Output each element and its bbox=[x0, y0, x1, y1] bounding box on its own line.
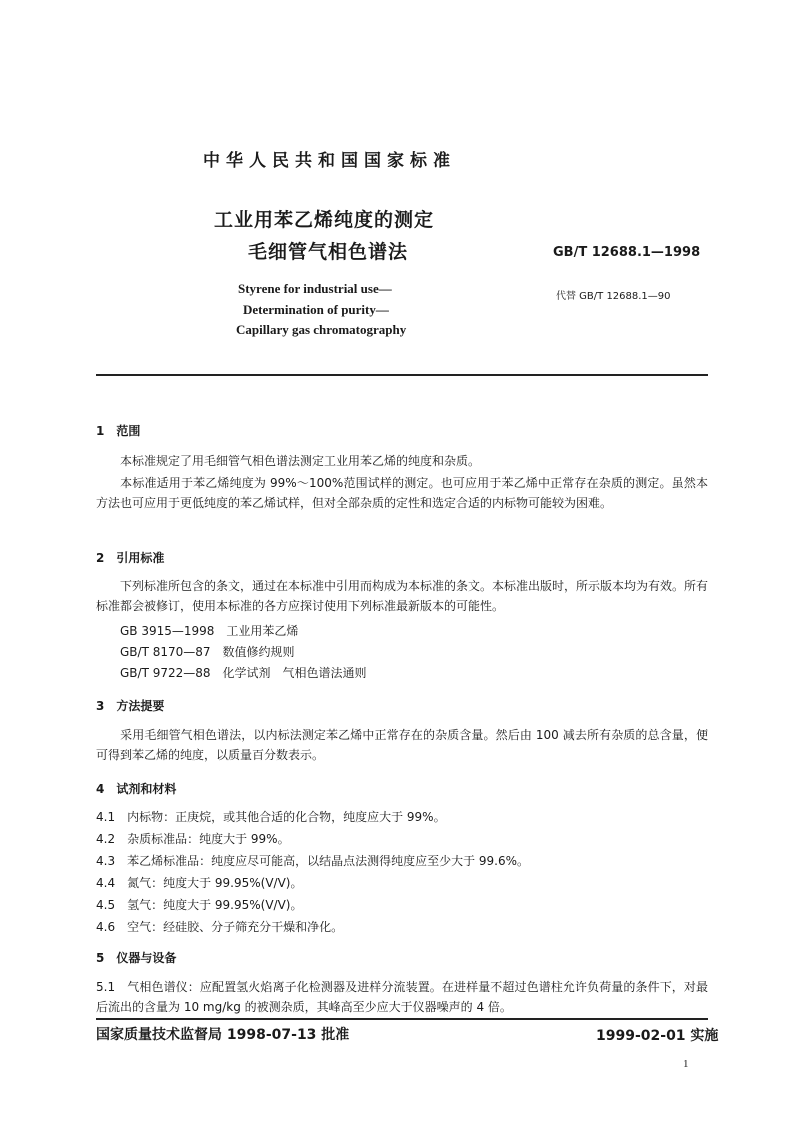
title-en-line3: Capillary gas chromatography bbox=[236, 322, 407, 337]
section-1-p2-text: 本标准适用于苯乙烯纯度为 99%～100%范围试样的测定。也可应用于苯乙烯中正常存在杂质的测定。虽然本方法也可应用于更低纯度的苯乙烯试样，但对全部杂质的定性和选定合适的内标物可能较为困难。 bbox=[96, 476, 708, 510]
approval-line: 国家质量技术监督局 1998-07-13 批准 bbox=[96, 1027, 350, 1043]
page-number: 1 bbox=[683, 1058, 689, 1070]
section-1-heading: 1 范围 bbox=[96, 424, 141, 438]
list-item: 4.2 杂质标准品：纯度大于 99%。 bbox=[96, 832, 290, 846]
section-3-paragraph-1 bbox=[96, 725, 708, 765]
country-standard-heading: 中华人民共和国国家标准 bbox=[203, 151, 456, 171]
list-item: 4.1 内标物：正庚烷，或其他合适的化合物，纯度应大于 99%。 bbox=[96, 810, 446, 824]
replaces-note: 代替 GB/T 12688.1—90 bbox=[556, 291, 671, 302]
section-5-paragraph-1: 5.1 气相色谱仪：应配置氢火焰离子化检测器及进样分流装置。在进样量不超过色谱柱允许负荷量的条件下，对最后流出的含量为 10 mg/kg 的被测杂质，其峰高至少应大于仪器噪声的 4 倍。 bbox=[96, 980, 708, 1014]
section-5-heading: 5 仪器与设备 bbox=[96, 951, 177, 965]
title-zh-line2: 毛细管气相色谱法 bbox=[248, 241, 409, 263]
header-divider bbox=[96, 374, 708, 376]
list-item: 4.4 氮气：纯度大于 99.95%(V/V)。 bbox=[96, 876, 303, 890]
standard-number: GB/T 12688.1—1998 bbox=[553, 245, 701, 260]
section-3-p1-text: 采用毛细管气相色谱法，以内标法测定苯乙烯中正常存在的杂质含量。然后由 100 减去所有杂质的总含量，便可得到苯乙烯的纯度，以质量百分数表示。 bbox=[96, 728, 708, 762]
list-item: 4.5 氢气：纯度大于 99.95%(V/V)。 bbox=[96, 898, 303, 912]
list-item: 4.3 苯乙烯标准品：纯度应尽可能高，以结晶点法测得纯度应至少大于 99.6%。 bbox=[96, 854, 530, 868]
title-zh-line1: 工业用苯乙烯纯度的测定 bbox=[214, 209, 435, 231]
reference-standard: GB/T 9722—88 化学试剂 气相色谱法通则 bbox=[120, 666, 367, 680]
reference-standard: GB 3915—1998 工业用苯乙烯 bbox=[120, 624, 299, 638]
section-1-paragraph-1 bbox=[96, 451, 708, 471]
section-1-paragraph-2 bbox=[96, 473, 708, 513]
section-3-heading: 3 方法提要 bbox=[96, 699, 165, 713]
section-1-p1-text: 本标准规定了用毛细管气相色谱法测定工业用苯乙烯的纯度和杂质。 bbox=[120, 454, 481, 468]
effective-date: 1999-02-01 实施 bbox=[596, 1028, 719, 1044]
section-2-p1-text: 下列标准所包含的条文，通过在本标准中引用而构成为本标准的条文。本标准出版时，所示版本均为有效。所有标准都会被修订，使用本标准的各方应探讨使用下列标准最新版本的可能性。 bbox=[96, 579, 709, 613]
section-2-paragraph-1 bbox=[96, 576, 708, 616]
section-4-heading: 4 试剂和材料 bbox=[96, 782, 177, 796]
section-2-heading: 2 引用标准 bbox=[96, 551, 165, 565]
footer-divider bbox=[96, 1018, 708, 1020]
title-en-line2: Determination of purity— bbox=[243, 302, 389, 317]
list-item: 4.6 空气：经硅胶、分子筛充分干燥和净化。 bbox=[96, 920, 344, 934]
title-en-line1: Styrene for industrial use— bbox=[238, 281, 392, 296]
reference-standard: GB/T 8170—87 数值修约规则 bbox=[120, 645, 295, 659]
